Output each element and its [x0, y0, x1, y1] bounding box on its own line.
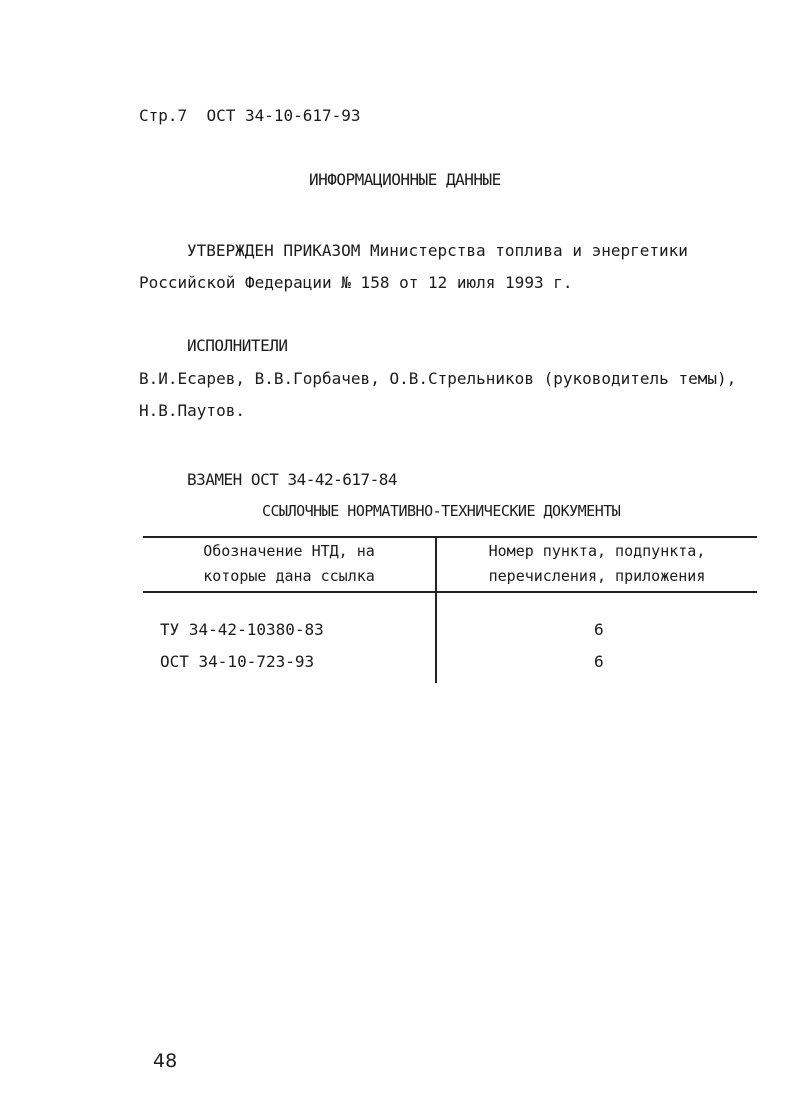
- standard-code: ОСТ 34-10-617-93: [206, 106, 361, 125]
- row-item: 6: [594, 652, 604, 671]
- approved-line-1: УТВЕРЖДЕН ПРИКАЗОМ Министерства топлива и энергетики: [187, 241, 688, 260]
- table-header-rule: [143, 591, 757, 593]
- page-label: Стр.7: [139, 106, 188, 125]
- page-header: [139, 106, 361, 125]
- col1-header-line-1: Обозначение НТД, на: [203, 542, 375, 560]
- executors-line-2: Н.В.Паутов.: [139, 401, 245, 420]
- footer-page-number: 48: [153, 1050, 178, 1072]
- col2-header-line-1: Номер пункта, подпункта,: [488, 542, 706, 560]
- row-doc: ОСТ 34-10-723-93: [160, 652, 315, 671]
- executors-line-1: В.И.Есарев, В.В.Горбачев, О.В.Стрельников (руководитель темы),: [139, 369, 737, 388]
- col1-header: [143, 539, 435, 589]
- section-title: ИНФОРМАЦИОННЫЕ ДАННЫЕ: [309, 170, 501, 189]
- references-title: ССЫЛОЧНЫЕ НОРМАТИВНО-ТЕХНИЧЕСКИЕ ДОКУМЕНТЫ: [262, 502, 621, 520]
- table-top-rule: [143, 536, 757, 538]
- replaces-note: ВЗАМЕН ОСТ 34-42-617-84: [187, 470, 398, 489]
- row-item: 6: [594, 620, 604, 639]
- executors-heading: ИСПОЛНИТЕЛИ: [187, 336, 288, 355]
- col2-header: [437, 539, 757, 589]
- col1-header-line-2: которые дана ссылка: [203, 567, 375, 585]
- approved-line-2: Российской Федерации № 158 от 12 июля 1993 г.: [139, 273, 573, 292]
- col2-header-line-2: перечисления, приложения: [488, 567, 706, 585]
- row-doc: ТУ 34-42-10380-83: [160, 620, 324, 639]
